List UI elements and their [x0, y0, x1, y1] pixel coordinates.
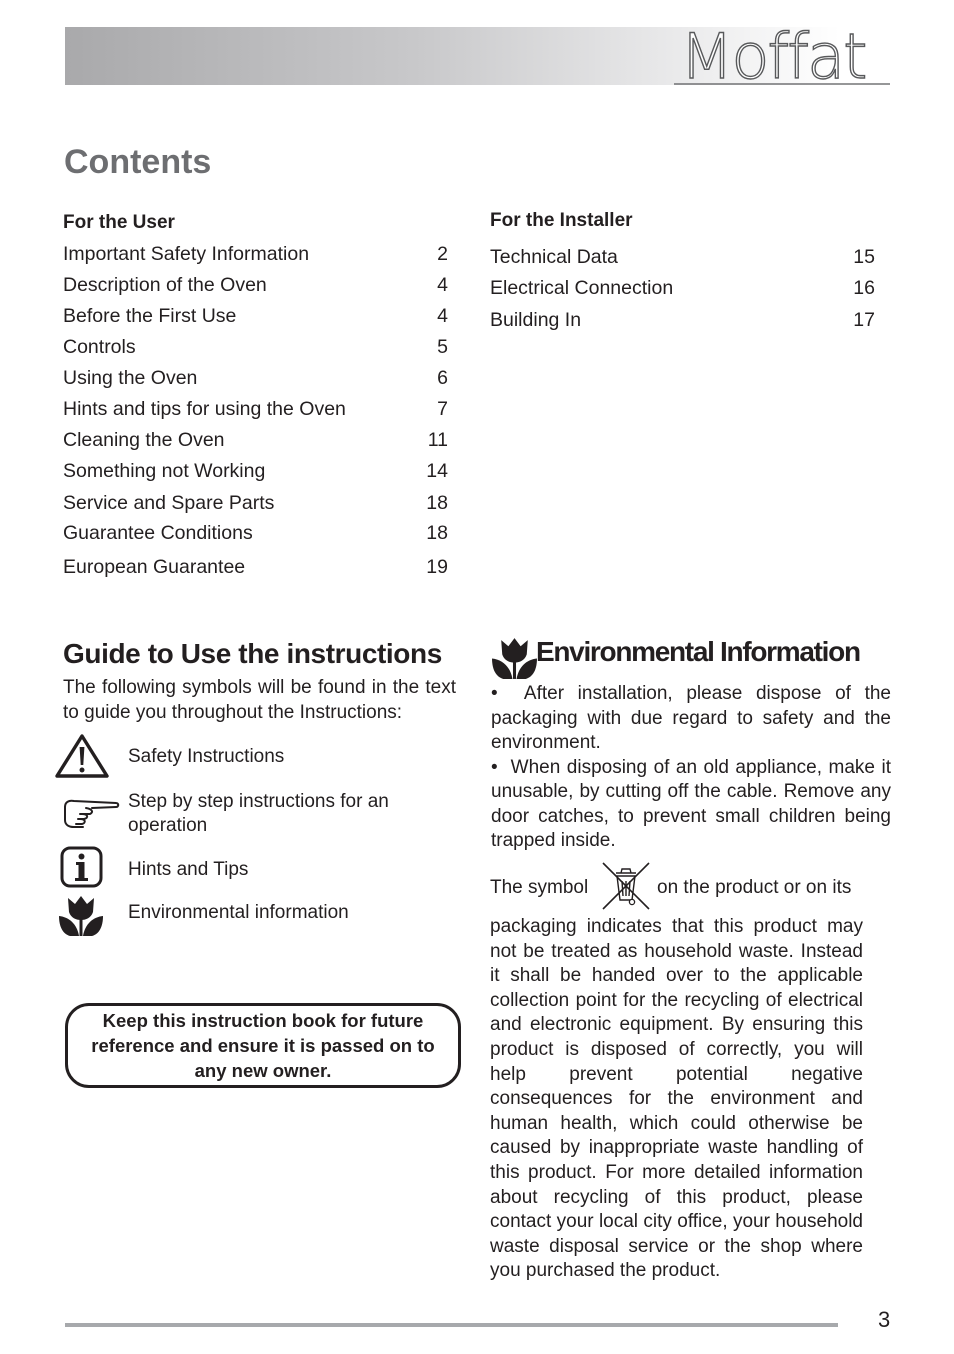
toc-row	[63, 429, 448, 460]
environment-bullet-text: After installation, please dispose of the packaging with due regard to safety and the environment.	[491, 683, 891, 753]
toc-entry-label: European Guarantee	[63, 556, 246, 578]
toc-row	[63, 367, 448, 398]
toc-entry-page: 5	[437, 336, 448, 358]
toc-entry-page: 7	[437, 398, 448, 420]
toc-entry-page: 4	[437, 274, 448, 296]
crossed-out-wheelie-bin-icon	[600, 860, 652, 912]
toc-row	[63, 522, 448, 553]
user-section-heading: For the User	[63, 212, 175, 233]
toc-entry-label: Before the First Use	[63, 305, 237, 327]
toc-entry-page: 6	[437, 367, 448, 389]
toc-row	[490, 309, 875, 340]
symbol-label-hints: Hints and Tips	[128, 859, 249, 880]
toc-entry-label: Controls	[63, 336, 136, 358]
toc-entry-label: Cleaning the Oven	[63, 429, 225, 451]
info-icon	[60, 846, 103, 888]
toc-row	[63, 492, 448, 523]
toc-entry-page: 19	[426, 556, 448, 578]
environment-title-tulip-icon	[491, 636, 538, 680]
environment-bullet-text: When disposing of an old appliance, make it unusable, by cutting off the cable. Remove any door catches, to prevent small children being trapped inside.	[491, 756, 891, 851]
toc-entry-page: 18	[426, 522, 448, 544]
symbol-label-steps	[128, 790, 418, 838]
page-number: 3	[878, 1307, 891, 1332]
guide-intro: The following symbols will be found in the text to guide you throughout the Instructions:	[63, 677, 456, 723]
notice-box	[65, 1003, 461, 1088]
toc-entry-page: 11	[427, 429, 448, 451]
notice-text: Keep this instruction book for future reference and ensure it is passed on to any new owner.	[91, 1010, 435, 1081]
weee-symbol-line	[490, 875, 870, 903]
environment-title: Environmental Information	[536, 636, 860, 667]
toc-entry-label: Description of the Oven	[63, 274, 267, 296]
toc-row	[63, 556, 448, 587]
symbol-prefix: The symbol	[490, 877, 589, 898]
environment-bullet: • When disposing of an old appliance, make it unusable, by cutting off the cable. Remove any door catches, to prevent small children being trapped inside.	[491, 756, 891, 851]
installer-section-heading: For the Installer	[490, 210, 633, 231]
toc-entry-label: Something not Working	[63, 460, 266, 482]
environment-bullets	[491, 682, 891, 854]
toc-entry-page: 18	[426, 492, 448, 514]
toc-entry-label: Guarantee Conditions	[63, 522, 253, 544]
environment-bullet: • After installation, please dispose of the packaging with due regard to safety and the environment.	[491, 683, 891, 753]
toc-entry-page: 2	[437, 243, 448, 265]
toc-row	[63, 305, 448, 336]
toc-row	[63, 274, 448, 305]
guide-title: Guide to Use the instructions	[63, 638, 442, 669]
toc-entry-label: Technical Data	[490, 246, 618, 268]
toc-entry-label: Hints and tips for using the Oven	[63, 398, 346, 420]
toc-row	[63, 398, 448, 429]
pointing-hand-icon	[62, 797, 120, 831]
toc-entry-page: 14	[426, 460, 448, 482]
toc-entry-label: Electrical Connection	[490, 277, 674, 299]
toc-entry-label: Building In	[490, 309, 582, 331]
toc-row	[63, 460, 448, 491]
toc-entry-label: Using the Oven	[63, 367, 198, 389]
toc-row	[63, 336, 448, 367]
brand-logo-text: Moffat	[680, 20, 866, 93]
brand-logo	[672, 18, 892, 98]
toc-entry-page: 17	[853, 309, 875, 331]
toc-entry-page: 15	[853, 246, 875, 268]
toc-row	[490, 277, 875, 308]
toc-entry-label: Important Safety Information	[63, 243, 310, 265]
contents-title: Contents	[64, 143, 212, 181]
warning-triangle-icon	[54, 733, 110, 779]
toc-entry-label: Service and Spare Parts	[63, 492, 275, 514]
toc-row	[63, 243, 448, 274]
symbol-label-environmental: Environmental information	[128, 902, 349, 923]
weee-paragraph: packaging indicates that this product may not be treated as household waste. Instead it shall be handed over to the applicable collection point for the recycling of electrical and electronic equipment. By ensuring this product is disposed of correctly, you will help prevent potential negative consequences for the environment and human health, which could otherwise be caused by inappropriate waste handling of this product. For more detailed information about recycling of this product, please contact your local city office, your household waste disposal service or the shop where you purchased the product.	[490, 916, 863, 1282]
toc-entry-page: 16	[853, 277, 875, 299]
symbol-suffix: on the product or on its	[657, 877, 852, 898]
footer-rule	[65, 1323, 838, 1327]
tulip-icon	[58, 894, 104, 937]
symbol-label-safety: Safety Instructions	[128, 746, 285, 767]
toc-row	[490, 246, 875, 277]
symbol-label-steps-text: Step by step instructions for an operation	[128, 791, 389, 836]
toc-entry-page: 4	[437, 305, 448, 327]
